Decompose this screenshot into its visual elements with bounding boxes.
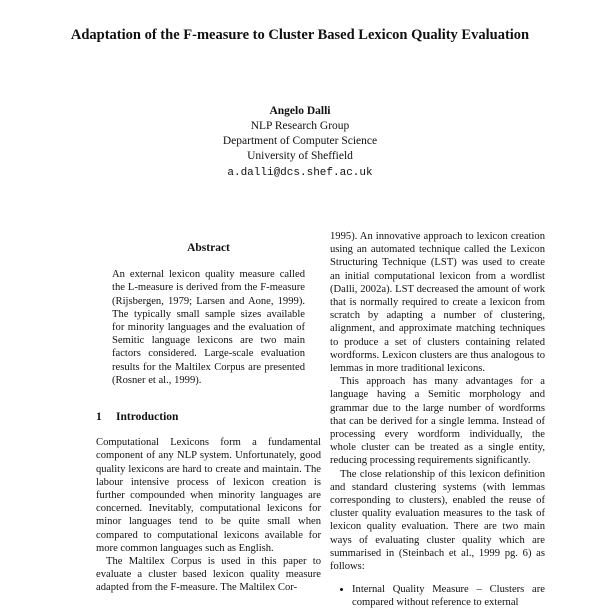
author-email: a.dalli@dcs.shef.ac.uk bbox=[227, 167, 373, 179]
intro-paragraph-1: Computational Lexicons form a fundamental component of any NLP system. Unfortunately, good quality lexicons are hard to create and maintain. The labour intensive process of lexicon creation is further compounded when minority languages are concerned. Inevitably, computational lexicons for minor languages tend to be quite small when compared to computational lexicons available for more common languages such as English. bbox=[96, 437, 321, 554]
left-column bbox=[96, 242, 321, 595]
right-column bbox=[330, 230, 545, 610]
intro-paragraph-2: The Maltilex Corpus is used in this paper to evaluate a cluster based lexicon quality measure adapted from the F-measure. The Maltilex Cor- bbox=[96, 556, 321, 594]
right-paragraph-2: This approach has many advantages for a language having a Semitic morphology and grammar due to the large number of wordforms that can be derived for a single lemma. Instead of processing every wordform individually, the whole cluster can be treated as a single entity, reducing processing requirements significantly. bbox=[330, 376, 545, 467]
bullet-internal-quality: • Internal Quality Measure – Clusters are compared without reference to external bbox=[352, 583, 545, 609]
author-name: Angelo Dalli bbox=[269, 105, 331, 117]
abstract-text: An external lexicon quality measure called the L-measure is derived from the F-measure (Rijsbergen, 1979; Larsen and Aone, 1999). The typically small sample sizes available for minority languages and the evaluation of Semitic language lexicons are two main factors considered. Large-scale evaluation results for the Maltilex Corpus are presented (Rosner et al., 1999). bbox=[112, 269, 305, 386]
abstract-heading: Abstract bbox=[187, 242, 230, 254]
affiliation-line-university: University of Sheffield bbox=[247, 150, 353, 162]
affiliation-line-department: Department of Computer Science bbox=[222, 135, 378, 147]
bullet-list bbox=[330, 583, 545, 609]
section-number: 1 bbox=[96, 411, 102, 424]
right-paragraph-1: 1995). An innovative approach to lexicon creation using an automated technique called the Lexicon Structuring Technique (LST) was used to create an initial computational lexicon from a wordlist (Dalli, 2002a). LST decreased the amount of work that is normally required to create a lexicon from scratch by adapting a number of clustering, alignment, and approximate matching techniques to produce a set of clusters containing related wordforms. Lexicon clusters are thus analogous to lemmas in more traditional lexicons. bbox=[330, 231, 545, 375]
right-paragraph-3: The close relationship of this lexicon definition and standard clustering systems (with lemmas corresponding to clusters), enabled the reuse of cluster quality evaluation measures to the task of lexicon quality evaluation. There are two main ways of evaluating cluster quality which are summarised in (Steinbach et al., 1999 pg. 6) as follows: bbox=[330, 468, 545, 573]
section-title: Introduction bbox=[116, 411, 179, 424]
paper-title: Adaptation of the F-measure to Cluster Based Lexicon Quality Evaluation bbox=[70, 27, 530, 43]
author-block bbox=[150, 104, 450, 181]
affiliation-line-group: NLP Research Group bbox=[250, 120, 350, 132]
section-heading-introduction bbox=[96, 411, 321, 424]
